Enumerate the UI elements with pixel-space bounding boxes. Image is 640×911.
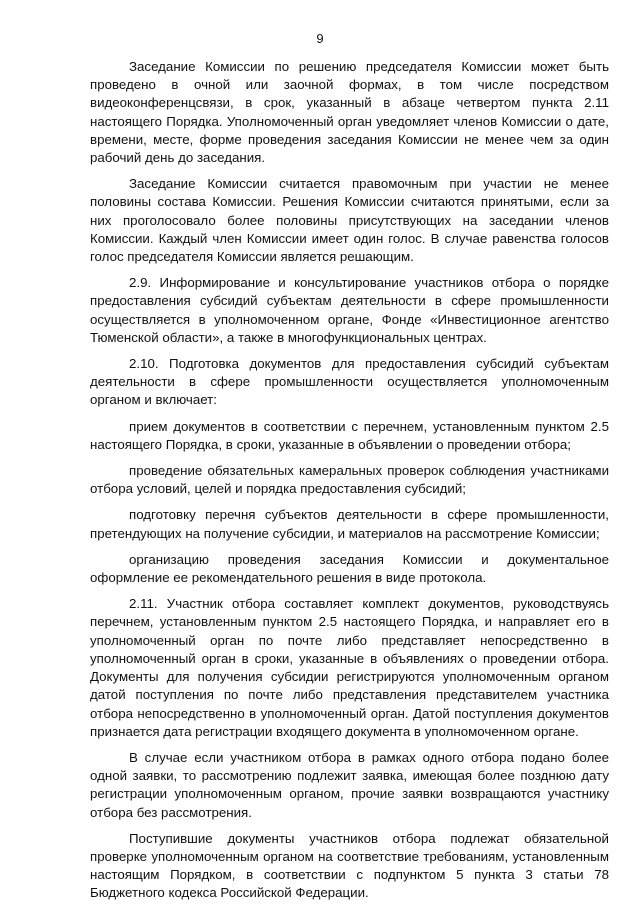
document-body [90,58,609,911]
paragraph-2-9-informing: 2.9. Информирование и консультирование участников отбора о порядке предоставления субсидий субъектам деятельности в сфере промышленности осуществляется в уполномоченном органе, Фонде «Инвестиционное агентство Тюменской области», а также в многофункциональных центрах. [90,275,609,345]
paragraph-2-11-submission: 2.11. Участник отбора составляет комплект документов, руководствуясь перечнем, установленным пунктом 2.5 настоящего Порядка, и направляет его в уполномоченный орган по почте либо представляет непосредственно в уполномоченный орган в сроки, указанные в объявлениях о проведении отбора. Документы для получения субсидии регистрируются уполномоченным органом датой поступления по почте либо представления представителем участника отбора непосредственно в уполномоченный орган. Датой поступления документов признается дата регистрации входящего документа в уполномоченном органе. [90,596,609,739]
list-item-desk-checks: проведение обязательных камеральных проверок соблюдения участниками отбора условий, целей и порядка предоставления субсидий; [90,463,609,497]
paragraph-commission-meeting-form: Заседание Комиссии по решению председателя Комиссии может быть проведено в очной или заочной формах, в том числе посредством видеоконференцсвязи, в срок, указанный в абзаце четвертом пункта 2.11 настоящего Порядка. Уполномоченный орган уведомляет членов Комиссии о дате, времени, месте, форме проведения заседания Комиссии не менее чем за один рабочий день до заседания. [90,59,609,166]
paragraph-document-verification: Поступившие документы участников отбора подлежат обязательной проверке уполномоченным органом на соответствие требованиям, установленным настоящим Порядком, в соответствии с подпунктом 5 пункта 3 статьи 78 Бюджетного кодекса Российской Федерации. [90,830,609,901]
list-item-preparing-list: подготовку перечня субъектов деятельности в сфере промышленности, претендующих на получение субсидии, и материалов на рассмотрение Комиссии; [90,507,609,541]
list-item-organizing-meeting: организацию проведения заседания Комиссии и документальное оформление ее рекомендательного решения в виде протокола. [90,551,609,586]
list-item-receiving-documents: прием документов в соответствии с перечнем, установленным пунктом 2.5 настоящего Порядка, в сроки, указанные в объявлении о проведении отбора; [90,418,609,452]
page-number: 9 [316,31,324,46]
paragraph-2-10-preparation: 2.10. Подготовка документов для предоставления субсидий субъектам деятельности в сфере промышленности осуществляется уполномоченным органом и включает: [90,356,609,408]
paragraph-multiple-applications: В случае если участником отбора в рамках одного отбора подано более одной заявки, то рассмотрению подлежит заявка, имеющая более позднюю дату регистрации уполномоченным органом, прочие заявки возвращаются участнику отбора без рассмотрения. [90,749,609,820]
paragraph-commission-quorum: Заседание Комиссии считается правомочным при участии не менее половины состава Комиссии. Решения Комиссии считаются принятыми, если за них проголосовало более половины присутствующих на заседании членов Комиссии. Каждый член Комиссии имеет один голос. В случае равенства голосов голос председателя Комиссии является решающим. [90,176,609,265]
